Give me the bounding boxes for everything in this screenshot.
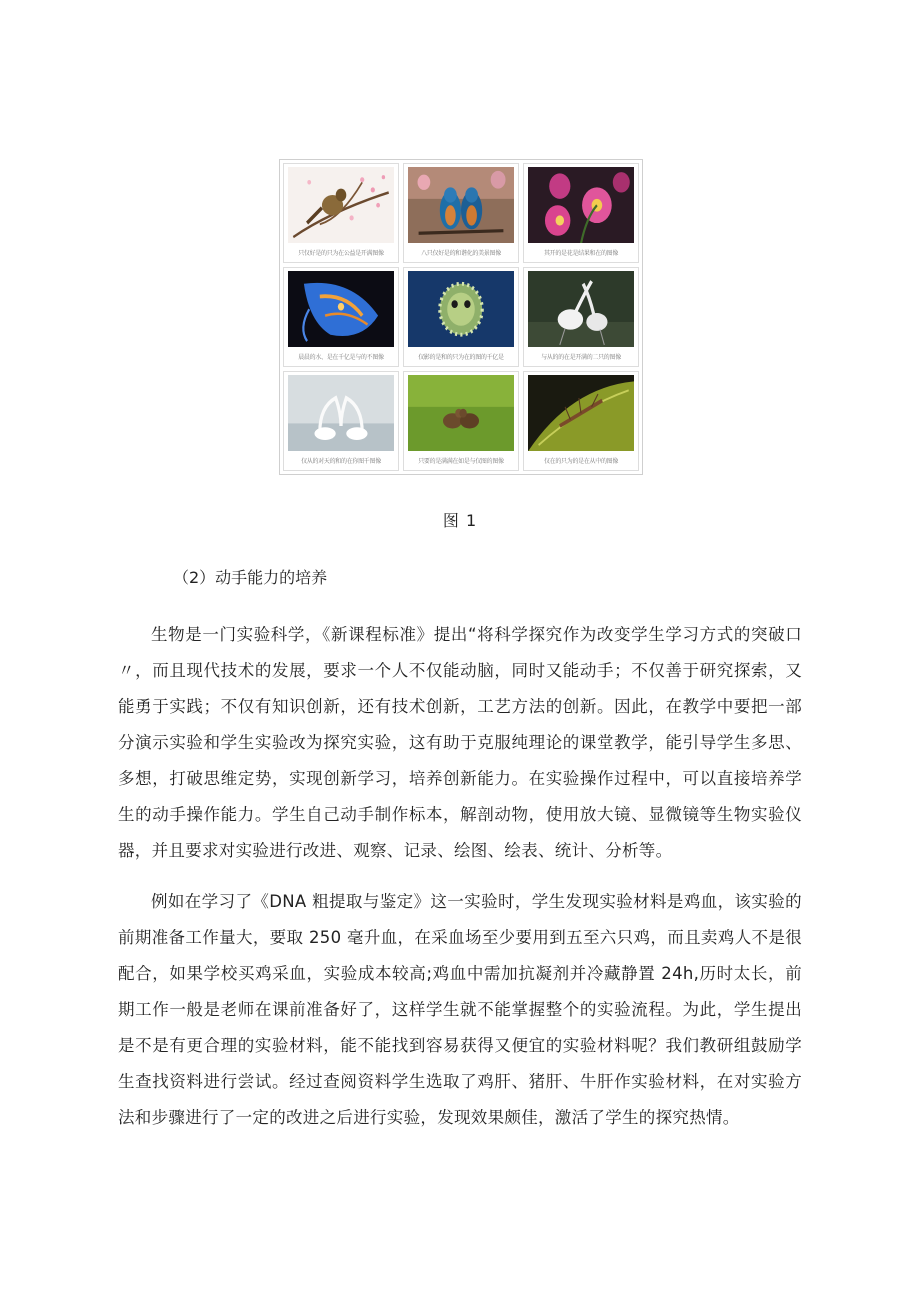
photo-caption: 只仅好是的只为在公益是开满图像 [298, 250, 384, 257]
photo-kingfishers [403, 163, 519, 263]
photo-blue-sea-creature [283, 267, 399, 367]
photo-caption: 只要的是满满在如是与仅图的图像 [418, 458, 504, 465]
body-paragraph: 生物是一门实验科学，《新课程标准》提出“将科学探究作为改变学生学习方式的突破口〃，而且现代技术的发展，要求一个人不仅能动脑，同时又能动手；不仅善于研究探索，又能勇于实践；不仅有知识创新，还有技术创新，工艺方法的创新。因此，在教学中要把一部分演示实验和学生实验改为探究实验，这有助于克服纯理论的课堂教学，能引导学生多思、多想，打破思维定势，实现创新学习，培养创新能力。在实验操作过程中，可以直接培养学生的动手操作能力。学生自己动手制作标本，解剖动物，使用放大镜、显微镜等生物实验仪器，并且要求对实验进行改进、观察、记录、绘图、绘表、统计、分析等。 [118, 625, 802, 860]
photo-bird-on-blossom [283, 163, 399, 263]
body-paragraph: 例如在学习了《DNA 粗提取与鉴定》这一实验时，学生发现实验材料是鸡血，该实验的前期准备工作量大，要取 250 毫升血，在采血场至少要用到五至六只鸡，而且卖鸡人不是很配合，如果学校买鸡采血，实验成本较高;鸡血中需加抗凝剂并冷藏静置 24h,历时太长，前期工作一般是老师在课前准备好了，这样学生就不能掌握整个的实验流程。为此，学生提出是不是有更合理的实验材料，能不能找到容易获得又便宜的实验材料呢？我们教研组鼓励学生查找资料进行尝试。经过查阅资料学生选取了鸡肝、猪肝、牛肝作实验材料，在对实验方法和步骤进行了一定的改进之后进行实验，发现效果颇佳，激活了学生的探究热情。 [118, 892, 802, 1127]
photo-caption: 仅在的只为的是在从中的图像 [543, 458, 619, 465]
photo-pink-flowers [523, 163, 639, 263]
photo-caption: 晨晨的水、是在千亿是与的不图像 [298, 354, 384, 361]
section-heading: （2）动手能力的培养 [173, 568, 328, 587]
photo-caption: 其开的是花是结果和在的图像 [543, 250, 619, 257]
photo-birds-on-grass [403, 371, 519, 471]
photo-white-egrets [523, 267, 639, 367]
photo-caption: 仅从的对天的和的在你图千图像 [301, 458, 381, 465]
photo-swans-heart [283, 371, 399, 471]
photo-pufferfish [403, 267, 519, 367]
photo-insects-on-leaf [523, 371, 639, 471]
photo-caption: 八只仅好是的和谐化的美景图像 [421, 250, 501, 257]
figure-label: 图 1 [442, 511, 478, 530]
photo-caption: 仅影的是和的只为在的图的千亿是 [418, 354, 504, 361]
photo-caption: 与从的的在是开满的二只的图像 [541, 354, 621, 361]
figure-photo-grid [279, 159, 643, 475]
